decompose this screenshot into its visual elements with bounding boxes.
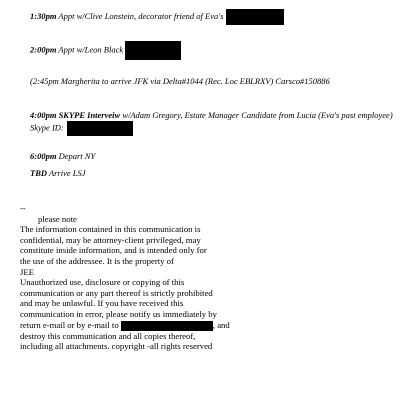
- confidentiality-notice: [20, 203, 250, 352]
- schedule-time: TBD: [30, 168, 47, 178]
- notice-line: JEE: [20, 266, 34, 277]
- notice-line: communication in error, please notify us immediately by: [20, 308, 217, 319]
- schedule-entry-2: [30, 41, 181, 60]
- schedule-entry-5: [30, 151, 95, 162]
- schedule-time: 2:00pm: [30, 44, 57, 55]
- notice-line: Unauthorized use, disclosure or copying of this: [20, 277, 185, 288]
- schedule-text: (2:45pm Margherita to arrive JFK via Delta#1044 (Rec. Loc EBLRXV) Carsco#150886: [30, 76, 330, 86]
- skype-id-label: Skype ID:: [30, 122, 64, 133]
- schedule-time: 1:30pm: [30, 10, 57, 21]
- schedule-time: 6:00pm: [30, 151, 57, 161]
- schedule-text: Depart NY: [56, 151, 96, 161]
- schedule-text: Appt w/Leon Black: [56, 44, 126, 55]
- redaction-box: [226, 9, 284, 25]
- notice-line: communication or any part thereof is strictly prohibited: [20, 287, 213, 298]
- schedule-entry-4: [30, 110, 393, 136]
- notice-line-text: , and: [212, 319, 230, 330]
- notice-line: confidential, may be attorney-client privileged, may: [20, 234, 201, 245]
- notice-line-text: return e-mail or by e-mail to: [20, 319, 119, 330]
- please-note: please note: [38, 213, 77, 224]
- schedule-time: 4:00pm SKYPE Interveiw: [30, 110, 121, 120]
- schedule-entry-3: [30, 76, 330, 87]
- redaction-box: [125, 41, 181, 60]
- redaction-box: [67, 121, 133, 136]
- notice-line: and may be unlawful. If you have received this: [20, 298, 184, 309]
- notice-line: constitute inside information, and is intended only for: [20, 245, 207, 256]
- notice-line: The information contained in this communication is: [20, 224, 201, 235]
- redaction-box: [121, 321, 213, 331]
- notice-line: destroy this communication and all copies thereof,: [20, 330, 196, 341]
- schedule-text: w/Adam Gregory, Estate Manager Candidate from Lucia (Eva's past employee): [120, 110, 393, 120]
- schedule-entry-6: [30, 168, 86, 179]
- signature-dashes: --: [20, 203, 26, 213]
- schedule-text: Arrive LSJ: [47, 168, 86, 178]
- schedule-entry-1: [30, 9, 284, 25]
- notice-line: the use of the addressee. It is the property of: [20, 255, 174, 266]
- notice-line-email: [20, 320, 250, 331]
- notice-line: including all attachments. copyright -all rights reserved: [20, 341, 213, 352]
- schedule-text: Appt w/Clive Lonstein, decorator friend of Eva's: [56, 10, 226, 21]
